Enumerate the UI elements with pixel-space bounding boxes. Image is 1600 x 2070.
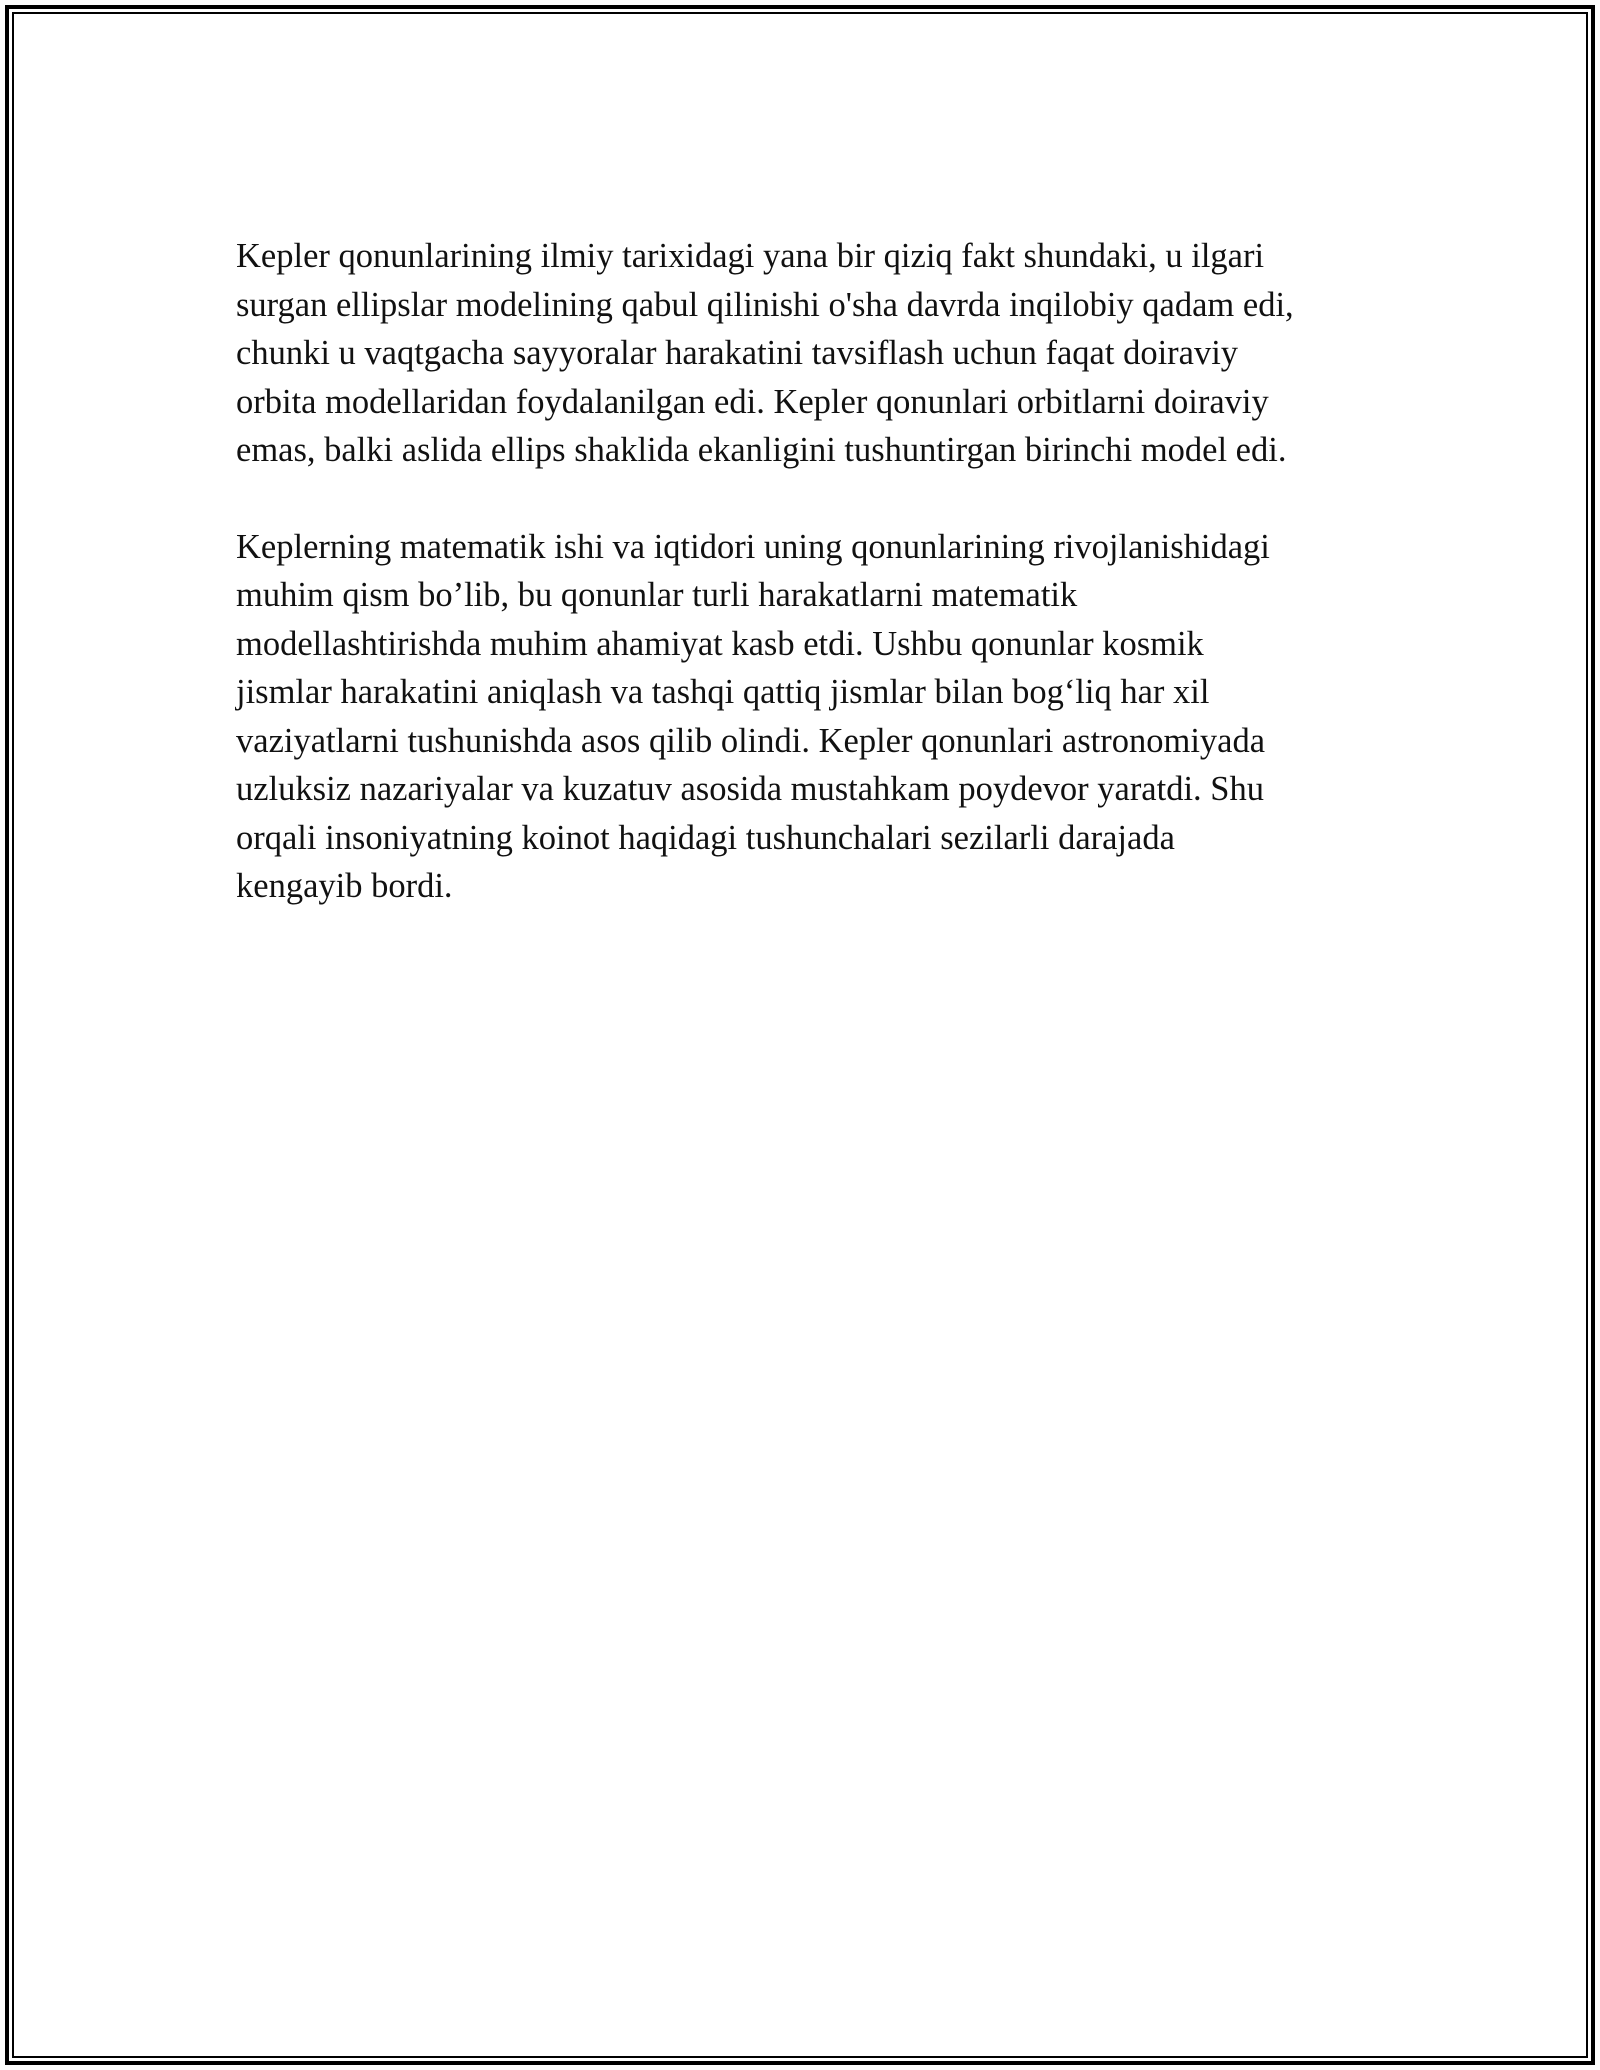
document-body [236, 232, 1376, 911]
paragraph-1: Kepler qonunlarining ilmiy tarixidagi yana bir qiziq fakt shundaki, u ilgari surgan ellipslar modelining qabul qilinishi o'sha davrda inqilobiy qadam edi, chunki u vaqtgacha sayyoralar harakatini tavsiflash uchun faqat doiraviy orbita modellaridan foydalanilgan edi. Kepler qonunlari orbitlarni doiraviy emas, balki aslida ellips shaklida ekanligini tushuntirgan birinchi model edi. [236, 237, 1294, 469]
paragraph-2: Keplerning matematik ishi va iqtidori uning qonunlarining rivojlanishidagi muhim qism bo’lib, bu qonunlar turli harakatlarni matematik modellashtirishda muhim ahamiyat kasb etdi. Ushbu qonunlar kosmik jismlar harakatini aniqlash va tashqi qattiq jismlar bilan bog‘liq har xil vaziyatlarni tushunishda asos qilib olindi. Kepler qonunlari astronomiyada uzluksiz nazariyalar va kuzatuv asosida mustahkam poydevor yaratdi. Shu orqali insoniyatning koinot haqidagi tushunchalari sezilarli darajada kengayib bordi. [236, 527, 1270, 905]
